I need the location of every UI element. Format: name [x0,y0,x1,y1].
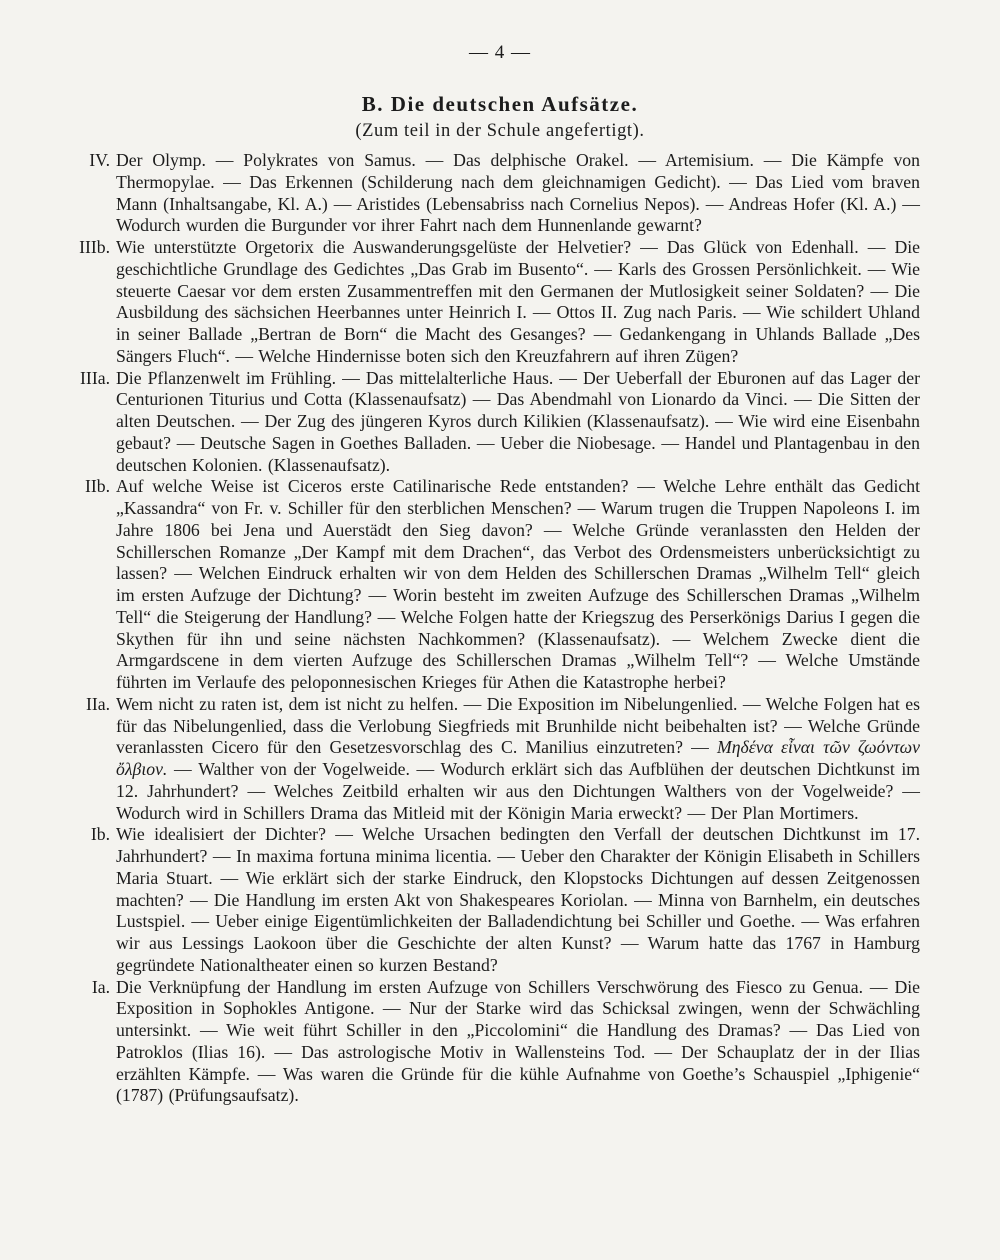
grade-section-iv [56,150,920,237]
grade-section-ib [56,824,920,976]
page-number: — 4 — [469,42,531,63]
essay-topics-text: Der Olymp. — Polykrates von Samus. — Das delphische Orakel. — Artemisium. — Die Kämpfe von Thermopylae. — Das Erkennen (Schilderung nach dem gleichnamigen Gedicht). — Das Lied vom braven Mann (Inhaltsangabe, Kl. A.) — Aristides (Lebensabriss nach Cornelius Nepos). — Andreas Hofer (Kl. A.) — Wodurch wurden die Burgunder vor ihrer Fahrt nach dem Hunnenlande gewarnt? [116,150,920,236]
section-heading: B. Die deutschen Aufsätze. [361,92,639,116]
greek-quotation: Μηδένα εἶναι τῶν ζωόντων ὄλβιον. [116,737,921,779]
essay-topics-text: Auf welche Weise ist Ciceros erste Catilinarische Rede entstanden? — Welche Lehre enthält das Gedicht „Kassandra“ von Fr. v. Schiller für den sterblichen Menschen? — Warum trugen die Truppen Napoleons I. im Jahre 1806 bei Jena und Auerstädt den Sieg davon? — Welche Gründe veranlassten den Helden der Schillerschen Romanze „Der Kampf mit dem Drachen“, das Verbot des Ordensmeisters unberücksichtigt zu lassen? — Welchen Eindruck erhalten wir von dem Helden des Schillerschen Dramas „Wilhelm Tell“ gleich im ersten Aufzuge der Dichtung? — Worin besteht im zweiten Aufzuge des Schillerschen Dramas „Wilhelm Tell“ die Steigerung der Handlung? — Welche Folgen hatte der Kriegszug des Perserkönigs Darius I gegen die Skythen für ihn und seine nächsten Nachkommen? (Klassenaufsatz). — Welchem Zwecke dient die Armgardscene in dem vierten Aufzuge des Schillerschen Dramas „Wilhelm Tell“? — Welche Umstände führten im Verlaufe des peloponnesischen Krieges für Athen die Katastrophe herbei? [116,476,920,692]
grade-label: IIa. [85,693,110,714]
essay-topics-text: Die Pflanzenwelt im Frühling. — Das mittelalterliche Haus. — Der Ueberfall der Eburonen auf das Lager der Centurionen Titurius und Cotta (Klassenaufsatz) — Das Abendmahl von Lionardo da Vinci. — Die Sitten der alten Deutschen. — Der Zug des jüngeren Kyros durch Kilikien (Klassenaufsatz). — Wie wird eine Eisenbahn gebaut? — Deutsche Sagen in Goethes Balladen. — Ueber die Niobesage. — Handel und Plantagenbau in den deutschen Kolonien. (Klassenaufsatz). [116,367,920,475]
essay-topics-text-part: — Walther von der Vogelweide. — Wodurch erklärt sich das Aufblühen der deutschen Dichtkunst im 12. Jahrhundert? — Welches Zeitbild erhalten wir aus den Dichtungen Walthers von der Vogelweide? — Wodurch wird in Schillers Drama das Mitleid mit der Königin Maria erweckt? — Der Plan Mortimers. [116,759,920,823]
grade-label: IIIa. [80,367,110,388]
grade-section-iia [56,694,920,825]
grade-label: Ia. [91,976,110,997]
grade-label: IIIb. [79,237,110,257]
essay-topics-text: Die Verknüpfung der Handlung im ersten Aufzuge von Schillers Verschwörung des Fiesco zu Genua. — Die Exposition in Sophokles Antigone. — Nur der Starke wird das Schicksal zwingen, wenn der Schwächling untersinkt. — Wie weit führt Schiller in den „Piccolomini“ die Handlung des Dramas? — Das Lied von Patroklos (Ilias 16). — Das astrologische Motiv in Wallensteins Tod. — Der Schauplatz der in der Ilias erzählten Kämpfe. — Was waren die Gründe für die kühle Aufnahme von Goethe’s Schauspiel „Iphigenie“ (1787) (Prüfungsaufsatz). [116,976,920,1106]
grade-section-iiia [56,368,920,477]
grade-section-ia [56,977,920,1108]
essay-topics-text-part: Wem nicht zu raten ist, dem ist nicht zu helfen. — Die Exposition im Nibelungenlied. — Welche Folgen hat es für das Nibelungenlied, dass die Verlobung Siegfrieds mit Brunhilde nicht beibehalten ist? — Welche Gründe veranlassten Cicero für den Gesetzesvorschlag des C. Manilius einzutreten? — [116,693,920,758]
essay-topics-text: Wie unterstützte Orgetorix die Auswanderungsgelüste der Helvetier? — Das Glück von Edenhall. — Die geschichtliche Grundlage des Gedichtes „Das Grab im Busento“. — Karls des Grossen Persönlichkeit. — Wie steuerte Caesar vor dem ersten Zusammentreffen mit den Germanen der Mutlosigkeit seiner Soldaten? — Die Ausbildung des sächsichen Heerbannes unter Heinrich I. — Ottos II. Zug nach Paris. — Wie schildert Uhland in seiner Ballade „Bertran de Born“ die Macht des Gesanges? — Gedankengang in Uhlands Ballade „Des Sängers Fluch“. — Welche Hindernisse boten sich den Kreuzfahrern auf ihren Zügen? [116,237,920,366]
essay-topics-text: Wie idealisiert der Dichter? — Welche Ursachen bedingten den Verfall der deutschen Dichtkunst im 17. Jahrhundert? — In maxima fortuna minima licentia. — Ueber den Charakter der Königin Elisabeth in Schillers Maria Stuart. — Wie erklärt sich der starke Eindruck, den Klopstocks Dichtungen auf dessen Zeitgenossen machten? — Die Handlung im ersten Akt von Shakespeares Koriolan. — Minna von Barnhelm, ein deutsches Lustspiel. — Ueber einige Eigentümlichkeiten der Balladendichtung bei Schiller und Goethe. — Was erfahren wir aus Lessings Laokoon über die Geschichte der alten Kunst? — Warum hatte das 1767 in Hamburg gegründete Nationaltheater einen so kurzen Bestand? [116,824,920,975]
grade-label: IV. [89,150,110,170]
essay-topics-text [116,694,920,825]
grade-section-iib [56,476,920,694]
grade-label: IIb. [84,476,110,497]
essay-topics-list [56,150,920,1107]
section-subheading: (Zum teil in der Schule angefertigt). [355,121,645,141]
grade-label: Ib. [90,824,110,845]
grade-section-iiib [56,237,920,368]
